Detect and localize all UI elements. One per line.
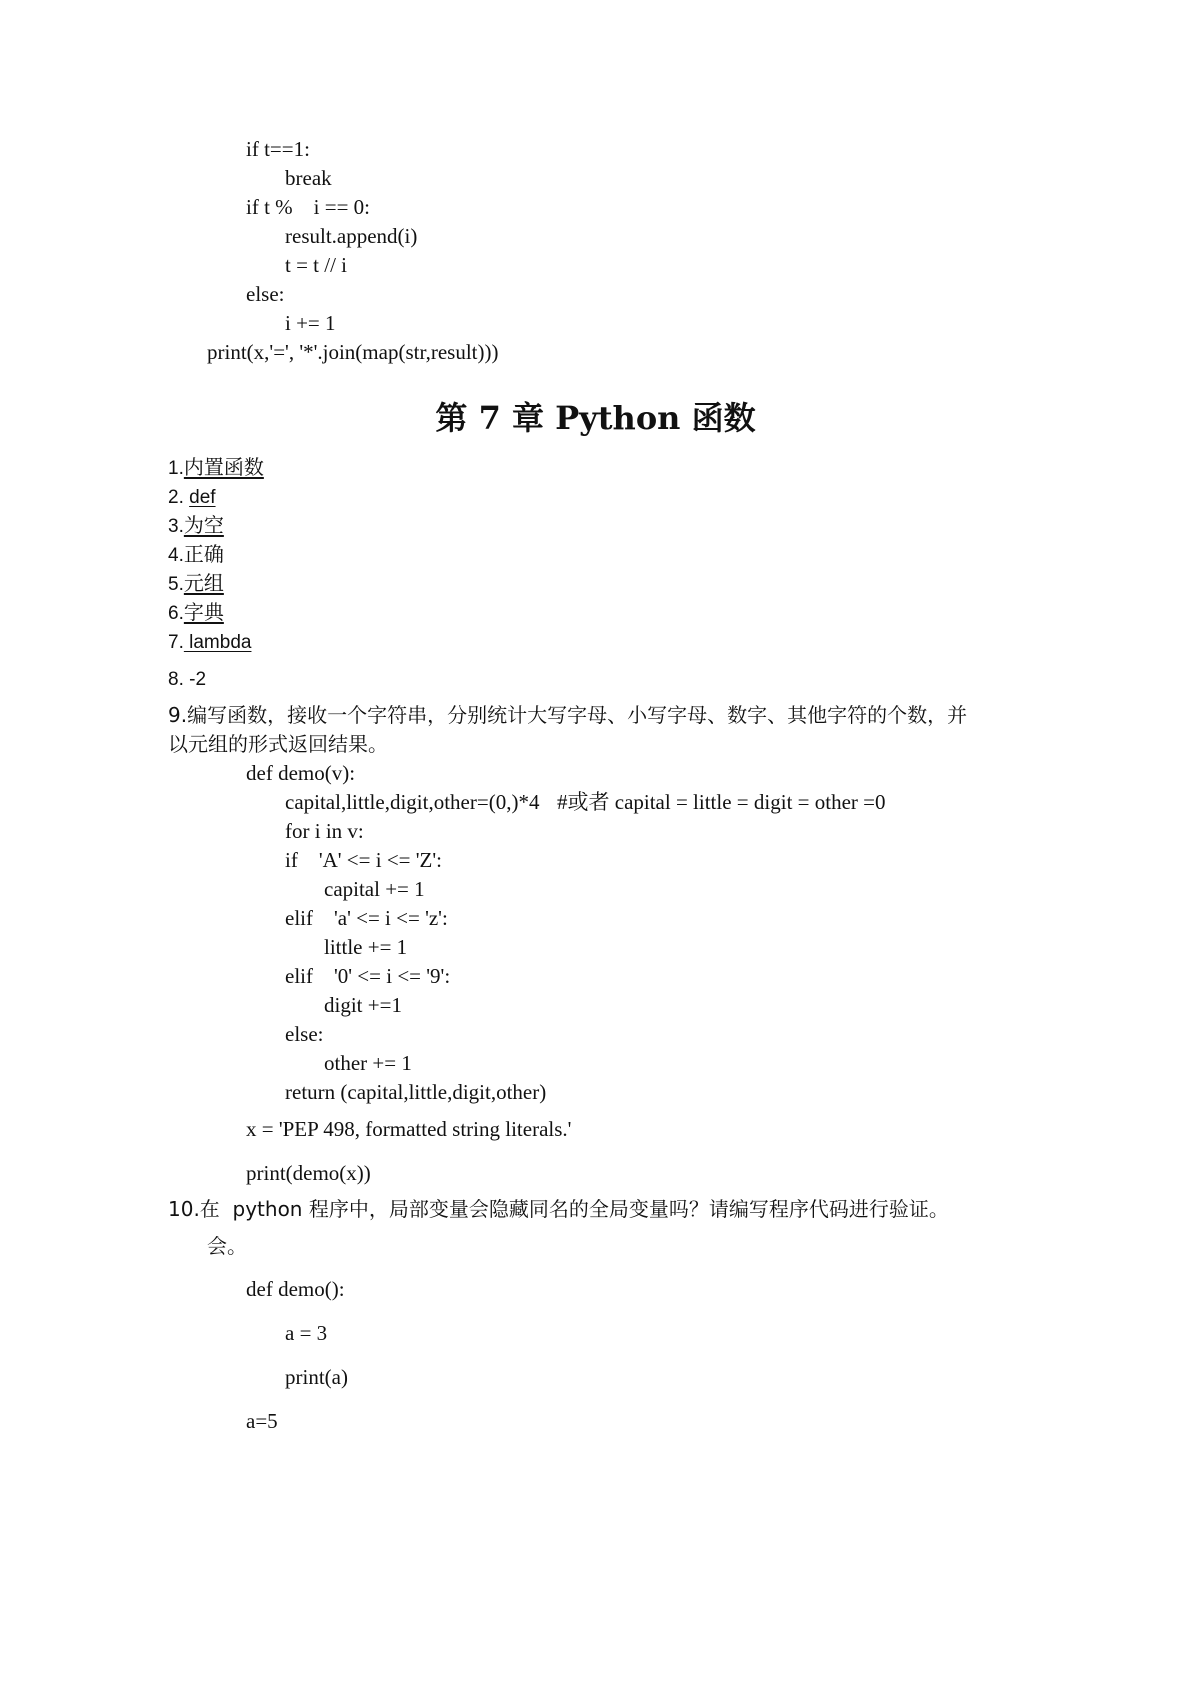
code-line: little += 1	[324, 935, 408, 959]
code-line: capital,little,digit,other=(0,)*4	[285, 790, 540, 814]
answer-item: 7. lambda	[168, 632, 252, 653]
answer-item: 4.正确	[168, 542, 224, 566]
code-line: print(x,'=', '*'.join(map(str,result)))	[207, 340, 499, 364]
code-line: return (capital,little,digit,other)	[285, 1080, 547, 1104]
question-10-answer: 会。	[207, 1234, 247, 1258]
answer-item: 2. def	[168, 487, 216, 508]
code-line: if t==1:	[246, 137, 310, 161]
code-line: digit +=1	[324, 993, 402, 1017]
answer-item: 1.内置函数	[168, 455, 264, 479]
code-comment: #或者 capital = little = digit = other =0	[557, 790, 886, 814]
code-line: if 'A' <= i <= 'Z':	[285, 848, 442, 872]
code-line: print(demo(x))	[246, 1161, 371, 1185]
code-line: other += 1	[324, 1051, 412, 1075]
code-line: elif '0' <= i <= '9':	[285, 964, 451, 988]
code-line: def demo():	[246, 1277, 345, 1301]
code-line: result.append(i)	[285, 224, 418, 248]
question-9-text: 9.编写函数，接收一个字符串，分别统计大写字母、小写字母、数字、其他字符的个数，并	[168, 703, 968, 727]
code-line: else:	[246, 282, 285, 306]
code-line: break	[285, 166, 332, 190]
chapter-title: 第 7 章 Python 函数	[435, 399, 756, 437]
code-line: a = 3	[285, 1321, 328, 1345]
code-line: elif 'a' <= i <= 'z':	[285, 906, 448, 930]
answer-item: 8. -2	[168, 669, 207, 690]
question-10-text: 10.在 python 程序中，局部变量会隐藏同名的全局变量吗？请编写程序代码进行验证。	[168, 1197, 949, 1221]
code-line: for i in v:	[285, 819, 364, 843]
question-9-text: 以元组的形式返回结果。	[168, 732, 388, 756]
code-line: a=5	[246, 1409, 278, 1433]
code-line: x = 'PEP 498, formatted string literals.'	[246, 1117, 572, 1141]
code-line: if t % i == 0:	[246, 195, 371, 219]
answer-item: 3.为空	[168, 513, 224, 537]
code-line: def demo(v):	[246, 761, 356, 785]
code-line: else:	[285, 1022, 324, 1046]
code-line: capital += 1	[324, 877, 425, 901]
code-line: t = t // i	[285, 253, 348, 277]
code-line: print(a)	[285, 1365, 348, 1389]
answer-item: 6.字典	[168, 600, 224, 624]
code-line: i += 1	[285, 311, 336, 335]
answer-item: 5.元组	[168, 571, 224, 595]
